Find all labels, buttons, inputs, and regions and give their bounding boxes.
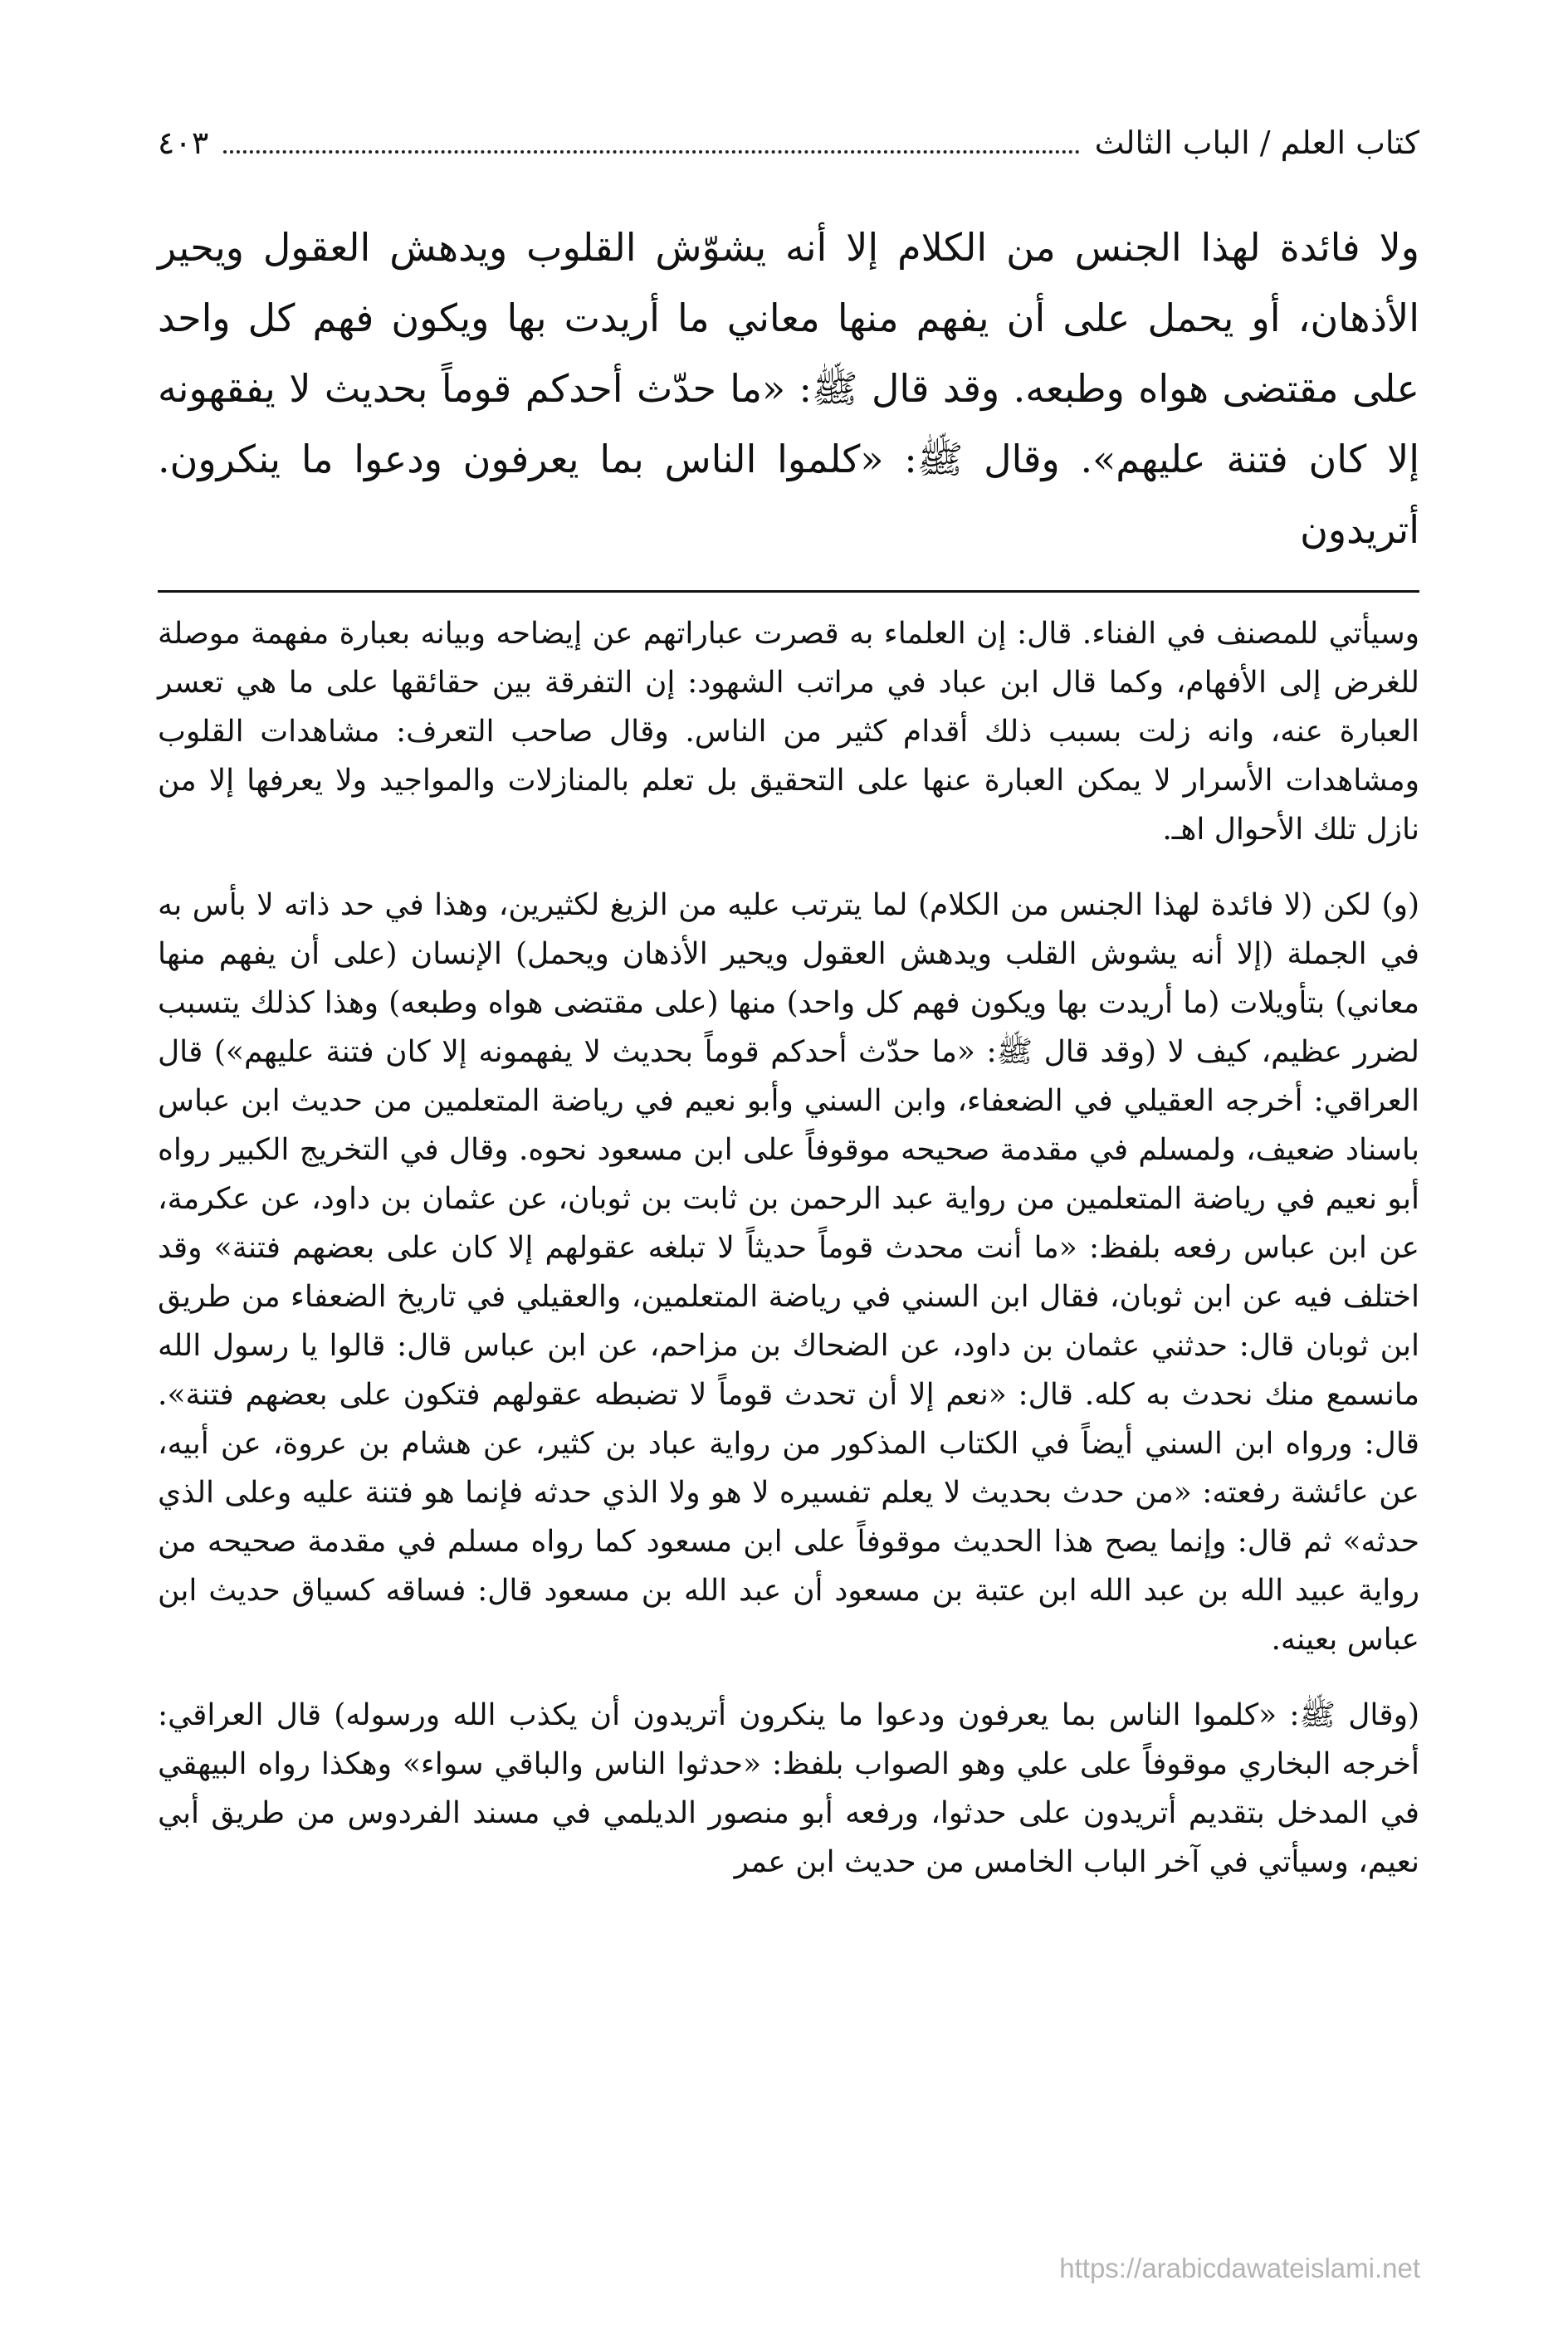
commentary-paragraph-2: (وقال ﷺ: «كلموا الناس بما يعرفون ودعوا ما ينكرون أتريدون أن يكذب الله ورسوله) قال العراقي: أخرجه البخاري موقوفاً على علي وهو الصواب بلفظ: «حدثوا الناس والباقي سواء» وهكذا رواه البيهقي في المدخل بتقديم أتريدون على حدثوا، ورفعه أبو منصور الديلمي في مسند الفردوس من طريق أبي نعيم، وسيأتي في آخر الباب الخامس من حديث ابن عمر <box>158 1698 1419 1879</box>
book-page <box>158 125 1419 1887</box>
commentary <box>158 881 1419 1887</box>
leader-dots <box>223 150 1079 154</box>
main-text <box>158 212 1419 565</box>
footnote-separator <box>158 590 1419 593</box>
chapter-title: كتاب العلم / الباب الثالث <box>1094 125 1419 161</box>
watermark: https://arabicdawateislami.net <box>1059 2253 1420 2283</box>
page-number: ٤٠٣ <box>158 125 209 161</box>
footnote <box>158 609 1419 854</box>
main-text-paragraph: ولا فائدة لهذا الجنس من الكلام إلا أنه يشوّش القلوب ويدهش العقول ويحير الأذهان، أو يحمل على أن يفهم منها معاني ما أريدت بها ويكون فهم كل واحد على مقتضى هواه وطبعه. وقد قال ﷺ: «ما حدّث أحدكم قوماً بحديث لا يفقهونه إلا كان فتنة عليهم». وقال ﷺ: «كلموا الناس بما يعرفون ودعوا ما ينكرون. أتريدون <box>158 225 1420 552</box>
running-header <box>158 125 1419 184</box>
footnote-paragraph: وسيأتي للمصنف في الفناء. قال: إن العلماء به قصرت عباراتهم عن إيضاحه وبيانه بعبارة مفهمة موصلة للغرض إلى الأفهام، وكما قال ابن عباد في مراتب الشهود: إن التفرقة بين حقائقها على ما هي تعسر العبارة عنه، وانه زلت بسبب ذلك أقدام كثير من الناس. وقال صاحب التعرف: مشاهدات القلوب ومشاهدات الأسرار لا يمكن العبارة عنها على التحقيق بل تعلم بالمنازلات والمواجيد ولا يعرفها إلا من نازل تلك الأحوال اهـ. <box>158 617 1420 847</box>
commentary-paragraph-1: (و) لكن (لا فائدة لهذا الجنس من الكلام) لما يترتب عليه من الزيغ لكثيرين، وهذا في حد ذاته لا بأس به في الجملة (إلا أنه يشوش القلب ويدهش العقول ويحير الأذهان ويحمل) الإنسان (على أن يفهم منها معاني) بتأويلات (ما أريدت بها ويكون فهم كل واحد) منها (على مقتضى هواه وطبعه) وهذا كذلك يتسبب لضرر عظيم، كيف لا (وقد قال ﷺ: «ما حدّث أحدكم قوماً بحديث لا يفهمونه إلا كان فتنة عليهم») قال العراقي: أخرجه العقيلي في الضعفاء، وابن السني وأبو نعيم في رياضة المتعلمين من حديث ابن عباس باسناد ضعيف، ولمسلم في مقدمة صحيحه موقوفاً على ابن مسعود نحوه. وقال في التخريج الكبير رواه أبو نعيم في رياضة المتعلمين من رواية عبد الرحمن بن ثابت بن ثوبان، عن عثمان بن داود، عن عكرمة، عن ابن عباس رفعه بلفظ: «ما أنت محدث قوماً حديثاً لا تبلغه عقولهم إلا كان على بعضهم فتنة» وقد اختلف فيه عن ابن ثوبان، فقال ابن السني في رياضة المتعلمين، والعقيلي في تاريخ الضعفاء من طريق ابن ثوبان قال: حدثني عثمان بن داود، عن الضحاك بن مزاحم، عن ابن عباس قال: قالوا يا رسول الله مانسمع منك نحدث به كله. قال: «نعم إلا أن تحدث قوماً لا تضبطه عقولهم فتكون على بعضهم فتنة». قال: ورواه ابن السني أيضاً في الكتاب المذكور من رواية عباد بن كثير، عن هشام بن عروة، عن أبيه، عن عائشة رفعته: «من حدث بحديث لا يعلم تفسيره لا هو ولا الذي حدثه فإنما هو فتنة عليه وعلى الذي حدثه» ثم قال: وإنما يصح هذا الحديث موقوفاً على ابن مسعود كما رواه مسلم في مقدمة صحيحه من رواية عبيد الله بن عبد الله ابن عتبة بن مسعود أن عبد الله بن مسعود قال: فساقه كسياق حديث ابن عباس بعينه. <box>158 888 1419 1657</box>
